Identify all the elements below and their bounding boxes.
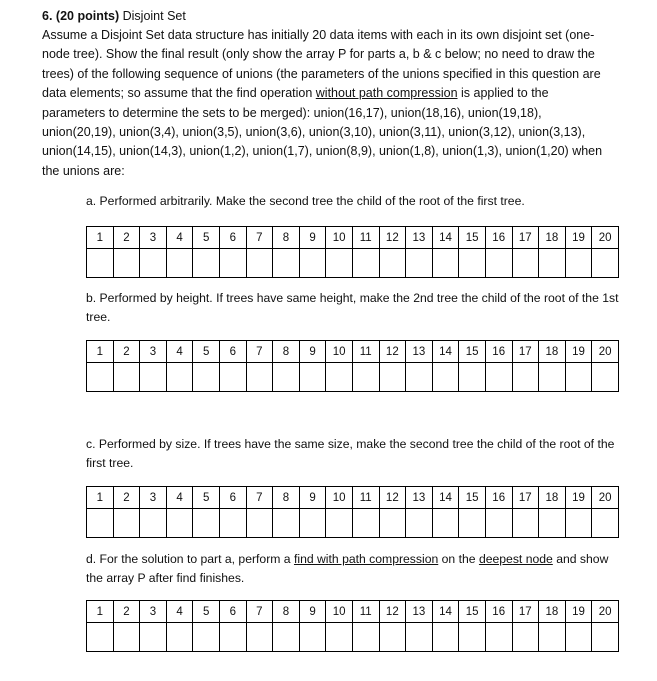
array-index-cell: 6 (219, 341, 246, 363)
array-index-cell: 3 (140, 227, 167, 249)
array-answer-cell[interactable] (512, 623, 539, 652)
array-index-cell: 17 (512, 341, 539, 363)
array-index-cell: 19 (565, 601, 592, 623)
array-answer-cell[interactable] (219, 509, 246, 538)
array-index-cell: 1 (87, 487, 114, 509)
array-answer-cell[interactable] (246, 249, 273, 278)
index-row (87, 487, 619, 509)
array-answer-cell[interactable] (352, 363, 379, 392)
array-table-a (86, 226, 619, 278)
array-answer-cell[interactable] (432, 623, 459, 652)
array-index-cell: 9 (299, 341, 326, 363)
array-index-cell: 2 (113, 341, 140, 363)
array-index-cell: 1 (87, 601, 114, 623)
array-index-cell: 18 (539, 341, 566, 363)
question-number: 6. (42, 9, 53, 23)
array-answer-cell[interactable] (113, 509, 140, 538)
array-index-cell: 14 (432, 601, 459, 623)
array-index-cell: 16 (485, 601, 512, 623)
array-answer-cell[interactable] (246, 363, 273, 392)
array-index-cell: 13 (406, 487, 433, 509)
array-index-cell: 19 (565, 487, 592, 509)
array-answer-cell[interactable] (326, 249, 353, 278)
array-index-cell: 12 (379, 341, 406, 363)
array-index-cell: 8 (273, 227, 300, 249)
array-index-cell: 10 (326, 487, 353, 509)
array-answer-cell[interactable] (539, 363, 566, 392)
answer-row (87, 363, 619, 392)
array-answer-cell[interactable] (299, 249, 326, 278)
question-title (42, 7, 186, 26)
array-index-cell: 6 (219, 487, 246, 509)
array-index-cell: 15 (459, 601, 486, 623)
array-index-cell: 8 (273, 341, 300, 363)
array-index-cell: 5 (193, 601, 220, 623)
array-answer-cell[interactable] (592, 623, 619, 652)
array-index-cell: 7 (246, 601, 273, 623)
array-answer-cell[interactable] (485, 623, 512, 652)
array-index-cell: 4 (166, 341, 193, 363)
array-answer-cell[interactable] (485, 509, 512, 538)
array-answer-cell[interactable] (87, 363, 114, 392)
question-topic: Disjoint Set (122, 9, 186, 23)
array-answer-cell[interactable] (592, 363, 619, 392)
array-answer-cell[interactable] (565, 623, 592, 652)
array-index-cell: 16 (485, 487, 512, 509)
array-index-cell: 8 (273, 601, 300, 623)
array-index-cell: 13 (406, 227, 433, 249)
array-index-cell: 6 (219, 601, 246, 623)
array-answer-cell[interactable] (299, 509, 326, 538)
array-answer-cell[interactable] (273, 249, 300, 278)
array-index-cell: 14 (432, 227, 459, 249)
array-answer-cell[interactable] (406, 623, 433, 652)
array-answer-cell[interactable] (87, 623, 114, 652)
array-index-cell: 16 (485, 341, 512, 363)
array-answer-cell[interactable] (592, 509, 619, 538)
part-d-mid: on the (438, 552, 479, 566)
part-d-underlined-1: find with path compression (293, 552, 439, 566)
array-index-cell: 5 (193, 487, 220, 509)
array-index-cell: 9 (299, 487, 326, 509)
array-index-cell: 9 (299, 227, 326, 249)
array-index-cell: 2 (113, 487, 140, 509)
array-answer-cell[interactable] (193, 249, 220, 278)
array-answer-cell[interactable] (273, 363, 300, 392)
array-index-cell: 15 (459, 341, 486, 363)
array-answer-cell[interactable] (166, 249, 193, 278)
array-index-cell: 7 (246, 227, 273, 249)
array-index-cell: 2 (113, 227, 140, 249)
question-points: (20 points) (55, 9, 120, 23)
array-index-cell: 11 (352, 341, 379, 363)
array-answer-cell[interactable] (219, 623, 246, 652)
question-intro (42, 26, 614, 181)
array-index-cell: 1 (87, 341, 114, 363)
array-index-cell: 20 (592, 487, 619, 509)
array-answer-cell[interactable] (113, 249, 140, 278)
array-index-cell: 4 (166, 601, 193, 623)
part-c-text: c. Performed by size. If trees have the same size, make the second tree the child of the root of the first tree. (86, 437, 615, 470)
array-index-cell: 4 (166, 487, 193, 509)
array-answer-cell[interactable] (459, 249, 486, 278)
array-answer-cell[interactable] (299, 623, 326, 652)
part-b-text: b. Performed by height. If trees have same height, make the 2nd tree the child of the root of the 1st tree. (86, 291, 619, 324)
array-index-cell: 15 (459, 487, 486, 509)
array-answer-cell[interactable] (113, 623, 140, 652)
array-answer-cell[interactable] (219, 249, 246, 278)
part-a-text: a. Performed arbitrarily. Make the second tree the child of the root of the first tree. (86, 194, 525, 208)
array-index-cell: 9 (299, 601, 326, 623)
intro-text-1: Assume a Disjoint Set data structure has initially 20 data items with each in its own disjoint set (one-node tree). Show the final result (only show the array P for parts a, b & c below; no need to draw the trees) of the following sequence of unions (the parameters of the unions specified in this question are data elements; so assume that the find operation (42, 28, 601, 101)
array-index-cell: 1 (87, 227, 114, 249)
array-index-cell: 2 (113, 601, 140, 623)
array-answer-cell[interactable] (87, 249, 114, 278)
array-index-cell: 17 (512, 487, 539, 509)
array-answer-cell[interactable] (379, 623, 406, 652)
array-answer-cell[interactable] (140, 249, 167, 278)
array-index-cell: 8 (273, 487, 300, 509)
array-table-c (86, 486, 619, 538)
array-index-cell: 18 (539, 227, 566, 249)
answer-row (87, 249, 619, 278)
array-index-cell: 5 (193, 341, 220, 363)
part-d-text (86, 550, 622, 588)
index-row (87, 227, 619, 249)
array-index-cell: 10 (326, 227, 353, 249)
array-index-cell: 11 (352, 227, 379, 249)
array-table-b (86, 340, 619, 392)
array-answer-cell[interactable] (406, 363, 433, 392)
array-answer-cell[interactable] (273, 509, 300, 538)
array-answer-cell[interactable] (379, 249, 406, 278)
array-answer-cell[interactable] (140, 363, 167, 392)
array-answer-cell[interactable] (193, 363, 220, 392)
array-index-cell: 3 (140, 341, 167, 363)
array-index-cell: 3 (140, 601, 167, 623)
array-index-cell: 14 (432, 341, 459, 363)
index-row (87, 601, 619, 623)
array-answer-cell[interactable] (432, 363, 459, 392)
array-index-cell: 7 (246, 341, 273, 363)
intro-underlined-text: without path compression (315, 86, 458, 101)
array-answer-cell[interactable] (326, 363, 353, 392)
array-answer-cell[interactable] (352, 623, 379, 652)
array-index-cell: 11 (352, 487, 379, 509)
array-index-cell: 12 (379, 601, 406, 623)
intro-text-2: is applied to the parameters to determine the sets to be merged): union(16,17), union(18,16), union(19,18), union(20,19), union(3,4), union(3,5), union(3,6), union(3,10), union(3,11), union(3,12), union(3,13), union(14,15), union(14,3), union(1,2), union(1,7), union(8,9), union(1,8), union(1,3), union(1,20) when the unions are: (42, 86, 603, 178)
array-answer-cell[interactable] (166, 509, 193, 538)
array-index-cell: 19 (565, 341, 592, 363)
array-index-cell: 15 (459, 227, 486, 249)
array-answer-cell[interactable] (326, 623, 353, 652)
index-row (87, 341, 619, 363)
array-index-cell: 3 (140, 487, 167, 509)
array-index-cell: 10 (326, 601, 353, 623)
array-index-cell: 16 (485, 227, 512, 249)
array-answer-cell[interactable] (485, 363, 512, 392)
array-answer-cell[interactable] (459, 509, 486, 538)
array-answer-cell[interactable] (406, 509, 433, 538)
array-index-cell: 6 (219, 227, 246, 249)
array-answer-cell[interactable] (539, 249, 566, 278)
array-index-cell: 14 (432, 487, 459, 509)
array-answer-cell[interactable] (193, 623, 220, 652)
array-answer-cell[interactable] (246, 623, 273, 652)
array-table-d (86, 600, 619, 652)
array-index-cell: 13 (406, 601, 433, 623)
array-index-cell: 18 (539, 601, 566, 623)
array-answer-cell[interactable] (512, 363, 539, 392)
array-answer-cell[interactable] (166, 623, 193, 652)
array-answer-cell[interactable] (565, 249, 592, 278)
answer-row (87, 509, 619, 538)
part-d-prefix: d. For the solution to part a, perform a (86, 552, 294, 566)
array-answer-cell[interactable] (140, 623, 167, 652)
array-answer-cell[interactable] (246, 509, 273, 538)
array-answer-cell[interactable] (379, 363, 406, 392)
array-answer-cell[interactable] (379, 509, 406, 538)
array-answer-cell[interactable] (273, 623, 300, 652)
array-index-cell: 20 (592, 601, 619, 623)
array-answer-cell[interactable] (539, 509, 566, 538)
array-answer-cell[interactable] (352, 249, 379, 278)
array-index-cell: 5 (193, 227, 220, 249)
array-answer-cell[interactable] (406, 249, 433, 278)
array-index-cell: 17 (512, 227, 539, 249)
array-answer-cell[interactable] (352, 509, 379, 538)
array-answer-cell[interactable] (299, 363, 326, 392)
array-answer-cell[interactable] (219, 363, 246, 392)
array-answer-cell[interactable] (459, 363, 486, 392)
array-index-cell: 13 (406, 341, 433, 363)
array-index-cell: 20 (592, 341, 619, 363)
part-d-suffix: and show the array P after find finishes. (86, 552, 609, 585)
array-answer-cell[interactable] (485, 249, 512, 278)
array-index-cell: 19 (565, 227, 592, 249)
array-index-cell: 7 (246, 487, 273, 509)
array-index-cell: 17 (512, 601, 539, 623)
array-answer-cell[interactable] (512, 249, 539, 278)
array-answer-cell[interactable] (432, 249, 459, 278)
array-index-cell: 12 (379, 227, 406, 249)
array-index-cell: 18 (539, 487, 566, 509)
answer-row (87, 623, 619, 652)
array-index-cell: 10 (326, 341, 353, 363)
array-answer-cell[interactable] (459, 623, 486, 652)
array-index-cell: 20 (592, 227, 619, 249)
array-answer-cell[interactable] (432, 509, 459, 538)
array-index-cell: 11 (352, 601, 379, 623)
array-index-cell: 4 (166, 227, 193, 249)
array-index-cell: 12 (379, 487, 406, 509)
array-answer-cell[interactable] (193, 509, 220, 538)
array-answer-cell[interactable] (512, 509, 539, 538)
array-answer-cell[interactable] (140, 509, 167, 538)
array-answer-cell[interactable] (326, 509, 353, 538)
array-answer-cell[interactable] (539, 623, 566, 652)
array-answer-cell[interactable] (565, 363, 592, 392)
array-answer-cell[interactable] (87, 509, 114, 538)
part-d-underlined-2: deepest node (478, 552, 553, 566)
array-answer-cell[interactable] (166, 363, 193, 392)
array-answer-cell[interactable] (592, 249, 619, 278)
array-answer-cell[interactable] (113, 363, 140, 392)
array-answer-cell[interactable] (565, 509, 592, 538)
